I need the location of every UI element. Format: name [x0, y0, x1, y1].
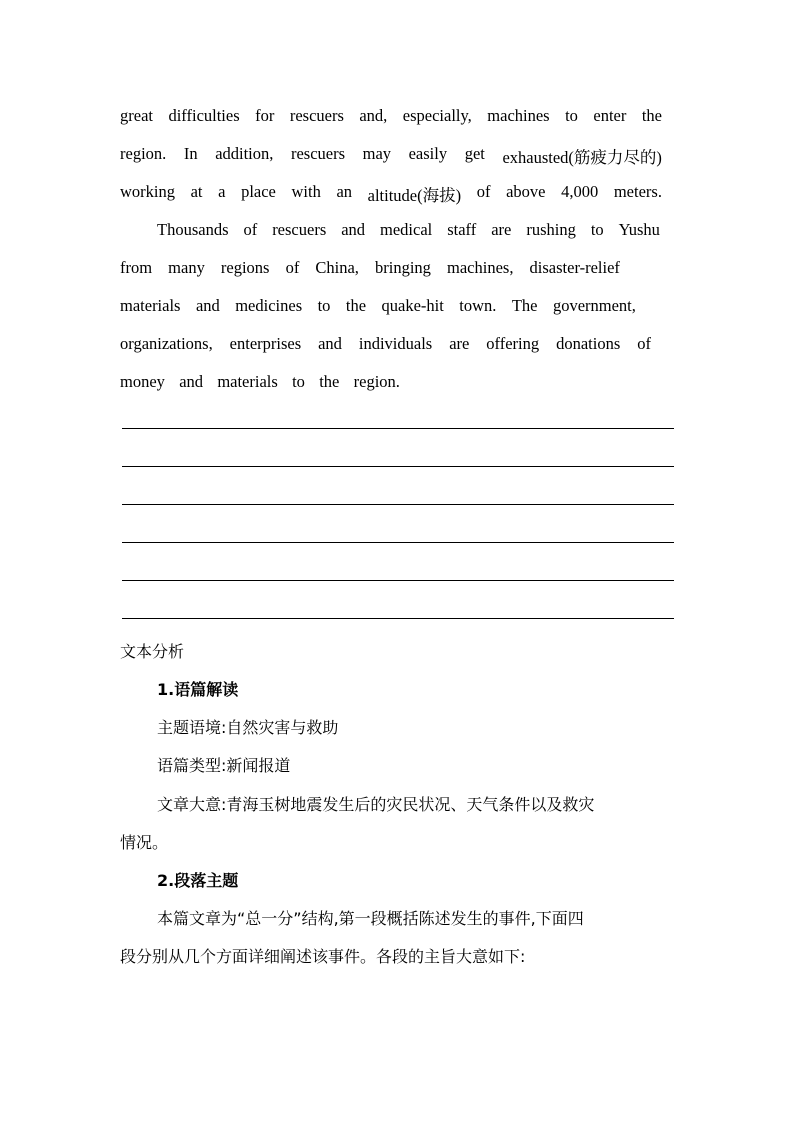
passage-word: machines,	[447, 258, 514, 277]
passage-word: get	[464, 144, 485, 163]
passage-word: especially,	[402, 106, 472, 125]
passage-word: to	[590, 220, 604, 239]
passage-word: the	[319, 372, 340, 391]
passage-word: machines	[487, 106, 550, 125]
analysis-heading: 文本分析	[120, 642, 185, 661]
section-title: 2.段落主题	[157, 871, 239, 890]
structure-text: 本篇文章为“总一分”结构,第一段概括陈述发生的事件,下面四	[157, 909, 584, 928]
passage-word: from	[120, 258, 153, 277]
passage-word: rescuers	[290, 144, 346, 163]
passage-word: to	[292, 372, 305, 391]
passage-word: at	[190, 182, 203, 201]
writing-rule	[122, 580, 674, 581]
passage-word: and	[341, 220, 366, 239]
passage-word: to	[317, 296, 331, 315]
passage-line	[120, 296, 636, 316]
passage-word: organizations,	[120, 334, 213, 353]
passage-word: money	[120, 372, 165, 391]
passage-word: materials	[120, 296, 181, 315]
passage-word: offering	[486, 334, 540, 353]
passage-word: enter	[593, 106, 627, 125]
writing-rule	[122, 428, 674, 429]
passage-line	[120, 258, 620, 278]
passage-word: The	[511, 296, 538, 315]
passage-word: enterprises	[229, 334, 302, 353]
structure-text-cont: 段分别从几个方面详细阐述该事件。各段的主旨大意如下:	[120, 947, 526, 966]
writing-rule	[122, 542, 674, 543]
passage-word: rescuers	[272, 220, 327, 239]
passage-word: individuals	[358, 334, 433, 353]
genre-text: 语篇类型:新闻报道	[157, 756, 291, 775]
writing-rule	[122, 618, 674, 619]
passage-line	[120, 144, 662, 168]
passage-word: meters.	[613, 182, 662, 201]
writing-rule	[122, 504, 674, 505]
passage-line	[120, 372, 400, 392]
passage-line	[120, 106, 662, 126]
passage-word: In	[183, 144, 198, 163]
passage-word: addition,	[215, 144, 274, 163]
passage-word: 4,000	[561, 182, 599, 201]
passage-word: staff	[447, 220, 477, 239]
passage-word: the	[641, 106, 662, 125]
passage-word: easily	[408, 144, 448, 163]
passage-word: with	[291, 182, 321, 201]
passage-word: for	[255, 106, 275, 125]
passage-word: exhausted(筋疲力尽的)	[502, 148, 662, 167]
summary-text: 文章大意:青海玉树地震发生后的灾民状况、天气条件以及救灾	[157, 795, 595, 814]
passage-word: and	[318, 334, 342, 353]
passage-word: the	[345, 296, 367, 315]
passage-word: materials	[217, 372, 278, 391]
passage-word: medicines	[235, 296, 303, 315]
theme-text: 主题语境:自然灾害与救助	[157, 718, 339, 737]
passage-line	[157, 220, 660, 240]
passage-word: of	[476, 182, 491, 201]
passage-word: town.	[459, 296, 497, 315]
passage-word: of	[637, 334, 651, 353]
passage-word: of	[285, 258, 300, 277]
passage-word: rushing	[526, 220, 576, 239]
passage-word: difficulties	[168, 106, 240, 125]
section-title: 1.语篇解读	[157, 680, 239, 699]
passage-word: Thousands	[157, 220, 229, 239]
passage-word: great	[120, 106, 153, 125]
passage-word: donations	[556, 334, 621, 353]
passage-word: medical	[380, 220, 433, 239]
passage-word: region.	[120, 144, 167, 163]
passage-word: rescuers	[289, 106, 344, 125]
passage-word: are	[449, 334, 470, 353]
passage-line	[120, 182, 662, 206]
passage-word: are	[491, 220, 512, 239]
writing-rule	[122, 466, 674, 467]
passage-word: altitude(海拔)	[367, 186, 462, 205]
passage-word: may	[362, 144, 392, 163]
passage-word: working	[120, 182, 175, 201]
passage-word: and	[179, 372, 204, 391]
passage-word: region.	[353, 372, 400, 391]
passage-word: above	[506, 182, 546, 201]
passage-line	[120, 334, 651, 354]
passage-word: an	[336, 182, 353, 201]
passage-word: quake-hit	[381, 296, 444, 315]
passage-word: government,	[552, 296, 636, 315]
passage-word: regions	[220, 258, 270, 277]
summary-text-cont: 情况。	[120, 833, 169, 852]
passage-word: of	[243, 220, 258, 239]
passage-word: to	[565, 106, 578, 125]
passage-word: and	[195, 296, 220, 315]
passage-word: China,	[315, 258, 359, 277]
passage-word: place	[241, 182, 276, 201]
passage-word: bringing	[375, 258, 431, 277]
passage-word: many	[168, 258, 205, 277]
passage-word: a	[218, 182, 226, 201]
passage-word: Yushu	[618, 220, 660, 239]
passage-word: and,	[359, 106, 388, 125]
passage-word: disaster-relief	[529, 258, 620, 277]
